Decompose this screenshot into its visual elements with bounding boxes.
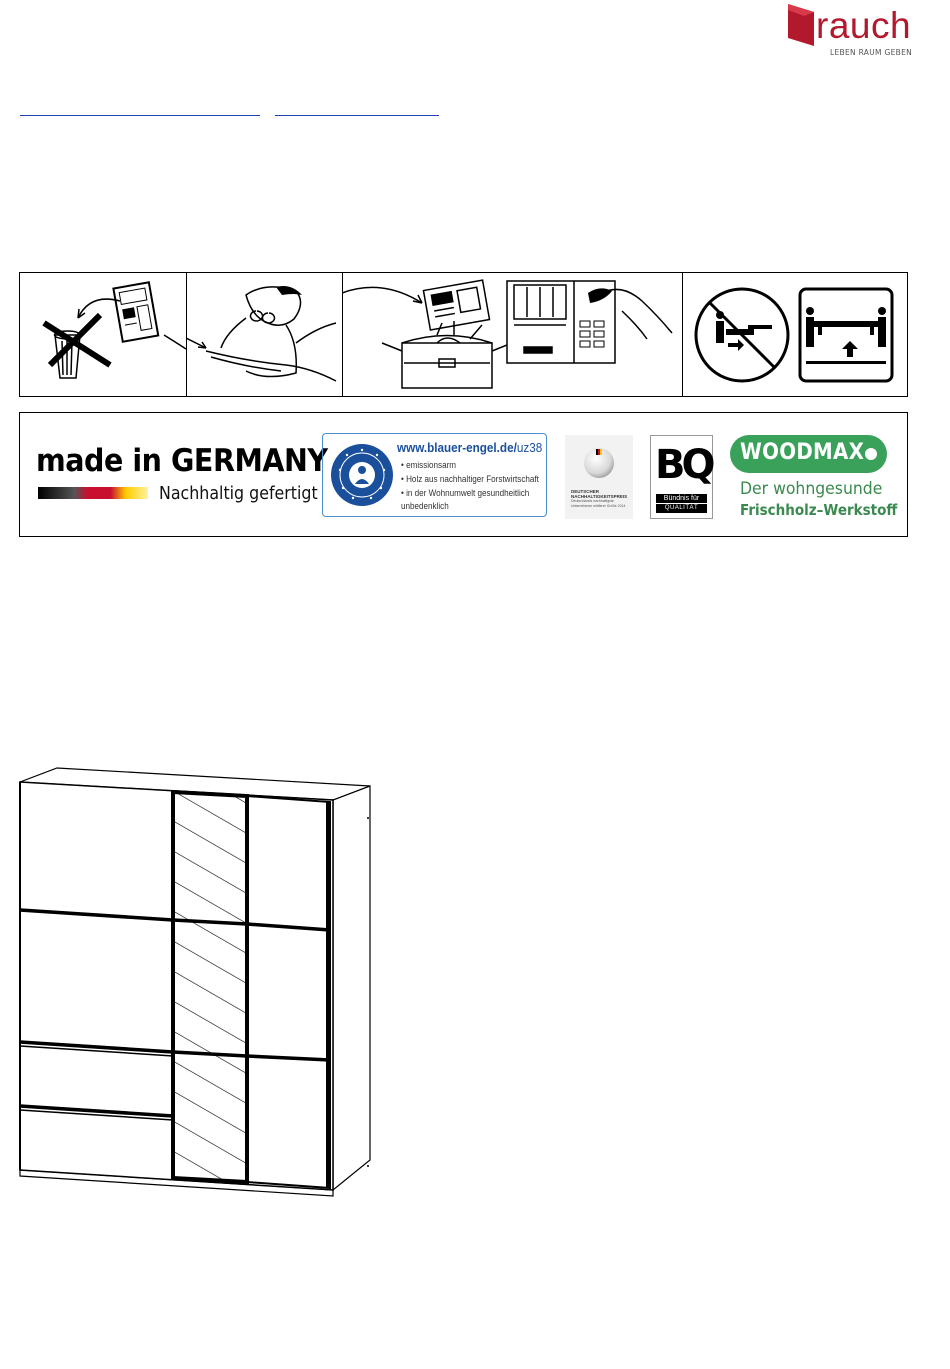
nachhaltigkeitspreis-badge: [565, 435, 633, 519]
bq-line-2: QUALITÄT: [656, 504, 707, 513]
reading-person-icon: [186, 273, 342, 396]
blauer-engel-point-2: • Holz aus nachhaltiger Forstwirtschaft: [401, 474, 539, 484]
made-in-germany-subtitle: Nachhaltig gefertigt: [159, 483, 318, 504]
lift-dont-drag-icon: [682, 273, 907, 396]
woodmax-name: WOODMAX: [740, 440, 865, 465]
blauer-engel-url[interactable]: www.blauer-engel.de/uz38: [397, 440, 543, 455]
bq-letters: BQ: [655, 442, 712, 488]
rauch-logo: [788, 0, 913, 62]
instr-panel-file-manual: [342, 273, 683, 396]
certification-strip: [19, 412, 908, 537]
header-link-underline-2[interactable]: [275, 115, 439, 116]
logo-wordmark: rauch: [816, 5, 912, 46]
nachhaltigkeitspreis-small: Deutschlands nachhaltigste Unternehmen mittlerer Größe 2014: [571, 499, 626, 508]
woodmax-dot-icon: [865, 448, 877, 460]
instr-panel-no-trash: [20, 273, 187, 396]
no-trash-manual-icon: [20, 273, 186, 396]
blauer-engel-badge[interactable]: [322, 433, 547, 517]
blauer-engel-point-4: unbedenklich: [401, 501, 449, 511]
instruction-strip: [19, 272, 908, 397]
woodmax-line-2: Frischholz–Werkstoff: [740, 501, 898, 519]
logo-tagline: LEBEN RAUM GEBEN: [830, 48, 913, 57]
nachhaltigkeitspreis-title: DEUTSCHER NACHHALTIGKEITSPREIS: [571, 489, 628, 499]
bq-badge: [650, 435, 713, 519]
award-sphere-icon: [583, 443, 615, 483]
instr-panel-reading: [186, 273, 343, 396]
blauer-engel-point-3: • in der Wohnumwelt gesundheitlich: [401, 488, 530, 498]
woodmax-logo: [730, 435, 887, 473]
german-flag-gradient-icon: [38, 487, 148, 499]
blauer-engel-point-1: • emissionsarm: [401, 460, 457, 470]
bq-line-1: Bündnis für: [656, 494, 707, 503]
blauer-engel-seal-icon: [329, 440, 395, 510]
made-in-germany-title: made in GERMANY: [36, 443, 328, 479]
header-link-underline-1[interactable]: [20, 115, 260, 116]
instr-panel-lift: [682, 273, 907, 396]
woodmax-line-1: Der wohngesunde: [740, 479, 883, 499]
file-manual-icon: [342, 273, 682, 396]
wardrobe-drawing: [15, 760, 375, 1200]
